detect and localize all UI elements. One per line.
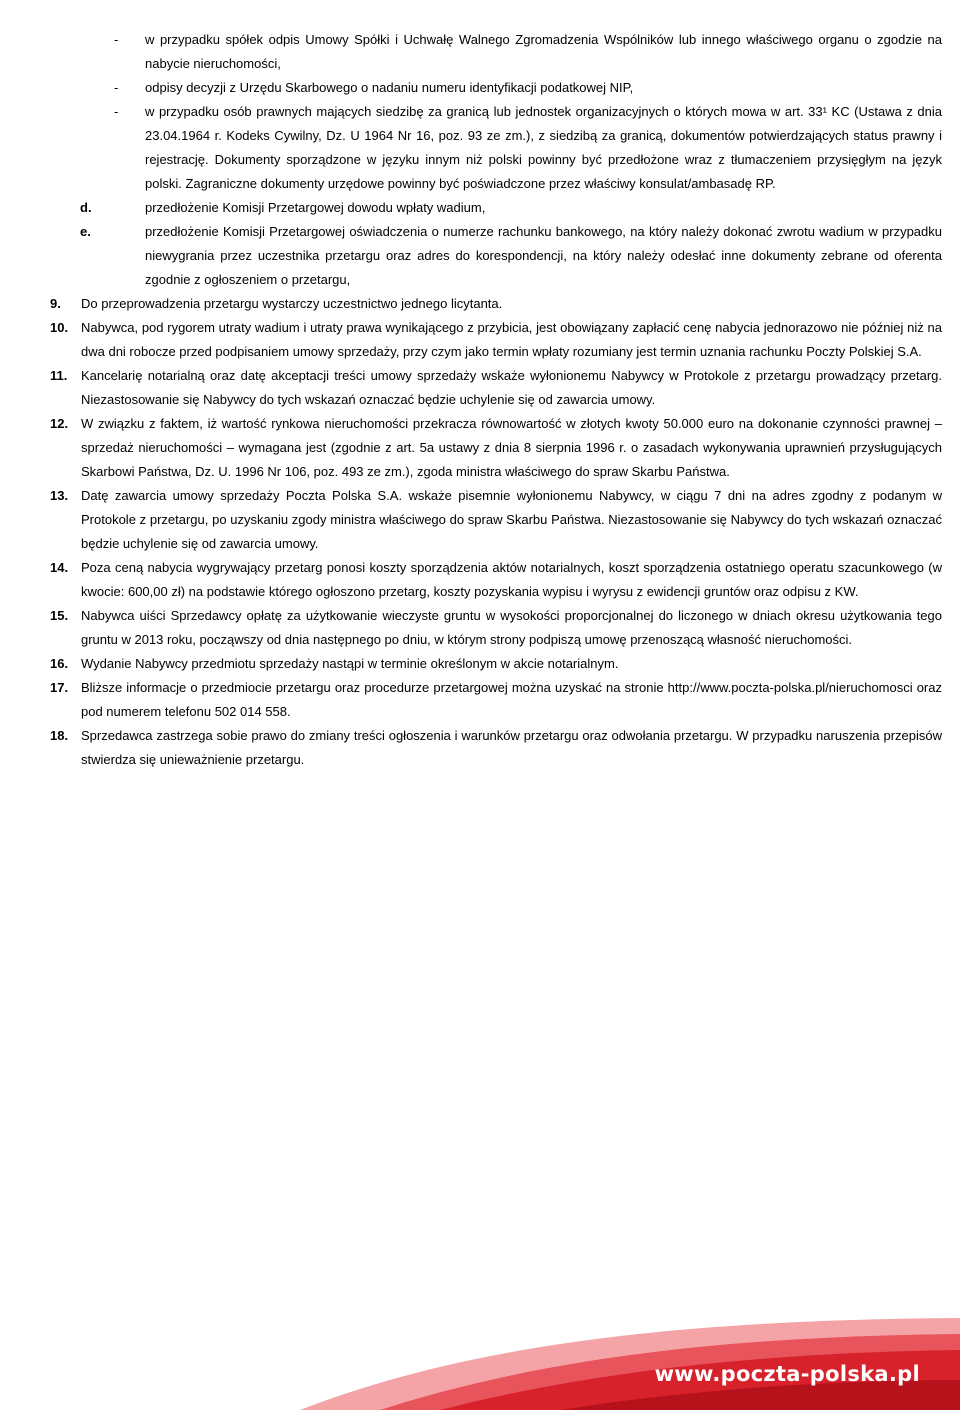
list-item xyxy=(50,76,942,100)
list-letter: d. xyxy=(80,200,92,215)
item-number: 9. xyxy=(50,296,61,311)
item-number: 12. xyxy=(50,416,69,431)
item-number: 11. xyxy=(50,368,68,383)
list-text: przedłożenie Komisji Przetargowej dowodu wpłaty wadium, xyxy=(145,200,486,215)
numbered-item xyxy=(50,556,942,604)
footer-wave-graphic xyxy=(0,1300,960,1410)
list-item xyxy=(50,196,942,220)
numbered-item xyxy=(50,724,942,772)
numbered-item xyxy=(50,292,942,316)
numbered-item xyxy=(50,484,942,556)
bullet-dash: - xyxy=(114,32,119,47)
list-item xyxy=(50,100,942,196)
item-number: 17. xyxy=(50,680,69,695)
item-text: Sprzedawca zastrzega sobie prawo do zmiany treści ogłoszenia i warunków przetargu oraz odwołania przetargu. W przypadku naruszenia przepisów stwierdza się unieważnienie przetargu. xyxy=(81,728,942,767)
numbered-item xyxy=(50,652,942,676)
item-number: 15. xyxy=(50,608,69,623)
item-number: 18. xyxy=(50,728,69,743)
numbered-item xyxy=(50,412,942,484)
item-text: W związku z faktem, iż wartość rynkowa nieruchomości przekracza równowartość w złotych kwoty 50.000 euro na dokonanie czynności prawnej – sprzedaż nieruchomości – wymagana jest (zgodnie z art. 5a ustawy z dnia 8 sierpnia 1996 r. o zasadach wykonywania uprawnień przysługujących Skarbowi Państwa, Dz. U. 1996 Nr 106, poz. 493 ze zm.), zgoda ministra właściwego do spraw Skarbu Państwa. xyxy=(81,416,942,479)
bullet-text: w przypadku spółek odpis Umowy Spółki i Uchwałę Walnego Zgromadzenia Wspólników lub innego właściwego organu o zgodzie na nabycie nieruchomości, xyxy=(145,32,942,71)
item-text: Nabywca uiści Sprzedawcy opłatę za użytkowanie wieczyste gruntu w wysokości proporcjonalnej do liczonego w dniach okresu użytkowania tego gruntu w 2013 roku, począwszy od dnia następnego po dniu, w którym strony podpiszą umowę przenoszącą własność nieruchomości. xyxy=(81,608,942,647)
item-number: 13. xyxy=(50,488,69,503)
item-text: Wydanie Nabywcy przedmiotu sprzedaży nastąpi w terminie określonym w akcie notarialnym. xyxy=(81,656,619,671)
numbered-item xyxy=(50,364,942,412)
item-text: Datę zawarcia umowy sprzedaży Poczta Polska S.A. wskaże pisemnie wyłonionemu Nabywcy, w ciągu 7 dni na adres zgodny z podanym w Protokole z przetargu, po uzyskaniu zgody ministra właściwego do spraw Skarbu Państwa. Niezastosowanie się Nabywcy do tych wskazań oznaczać będzie uchylenie się od zawarcia umowy. xyxy=(81,488,942,551)
list-item xyxy=(50,220,942,292)
bullet-dash: - xyxy=(114,80,119,95)
numbered-item xyxy=(50,604,942,652)
numbered-item xyxy=(50,676,942,724)
list-item xyxy=(50,28,942,76)
numbered-item xyxy=(50,316,942,364)
bullet-dash: - xyxy=(114,104,119,119)
bullet-text: odpisy decyzji z Urzędu Skarbowego o nadaniu numeru identyfikacji podatkowej NIP, xyxy=(145,80,634,95)
footer-banner xyxy=(0,1300,960,1410)
item-text: Nabywca, pod rygorem utraty wadium i utraty prawa wynikającego z przybicia, jest obowiązany zapłacić cenę nabycia jednorazowo nie później niż na dwa dni robocze przed podpisaniem umowy sprzedaży, przy czym jako termin wpłaty rozumiany jest termin uznania rachunku Poczty Polskiej S.A. xyxy=(81,320,942,359)
document-body xyxy=(50,28,942,772)
item-number: 14. xyxy=(50,560,69,575)
footer-url: www.poczta-polska.pl xyxy=(654,1362,920,1386)
item-number: 16. xyxy=(50,656,69,671)
list-text: przedłożenie Komisji Przetargowej oświadczenia o numerze rachunku bankowego, na który należy dokonać zwrotu wadium w przypadku niewygrania przez uczestnika przetargu oraz adres do korespondencji, na który należy odesłać inne dokumenty zebrane od oferenta zgodnie z ogłoszeniem o przetargu, xyxy=(145,224,942,287)
item-text: Bliższe informacje o przedmiocie przetargu oraz procedurze przetargowej można uzyskać na stronie http://www.poczta-polska.pl/nieruchomosci oraz pod numerem telefonu 502 014 558. xyxy=(81,680,942,719)
item-number: 10. xyxy=(50,320,69,335)
list-letter: e. xyxy=(80,224,91,239)
bullet-text: w przypadku osób prawnych mających siedzibę za granicą lub jednostek organizacyjnych o których mowa w art. 33¹ KC (Ustawa z dnia 23.04.1964 r. Kodeks Cywilny, Dz. U 1964 Nr 16, poz. 93 ze zm.), z siedzibą za granicą, dokumentów potwierdzających status prawny i rejestrację. Dokumenty sporządzone w języku innym niż polski powinny być przedłożone wraz z tłumaczeniem przysięgłym na język polski. Zagraniczne dokumenty urzędowe powinny być poświadczone przez właściwy konsulat/ambasadę RP. xyxy=(145,104,942,191)
item-text: Do przeprowadzenia przetargu wystarczy uczestnictwo jednego licytanta. xyxy=(81,296,503,311)
item-text: Kancelarię notarialną oraz datę akceptacji treści umowy sprzedaży wskaże wyłonionemu Nabywcy w Protokole z przetargu prowadzący przetarg. Niezastosowanie się Nabywcy do tych wskazań oznaczać będzie uchylenie się od zawarcia umowy. xyxy=(81,368,942,407)
item-text: Poza ceną nabycia wygrywający przetarg ponosi koszty sporządzenia aktów notarialnych, koszt sporządzenia ostatniego operatu szacunkowego (w kwocie: 600,00 zł) na podstawie którego ogłoszono przetarg, koszty pozyskania wypisu i wyrysu z ewidencji gruntów oraz odpisu z KW. xyxy=(81,560,942,599)
